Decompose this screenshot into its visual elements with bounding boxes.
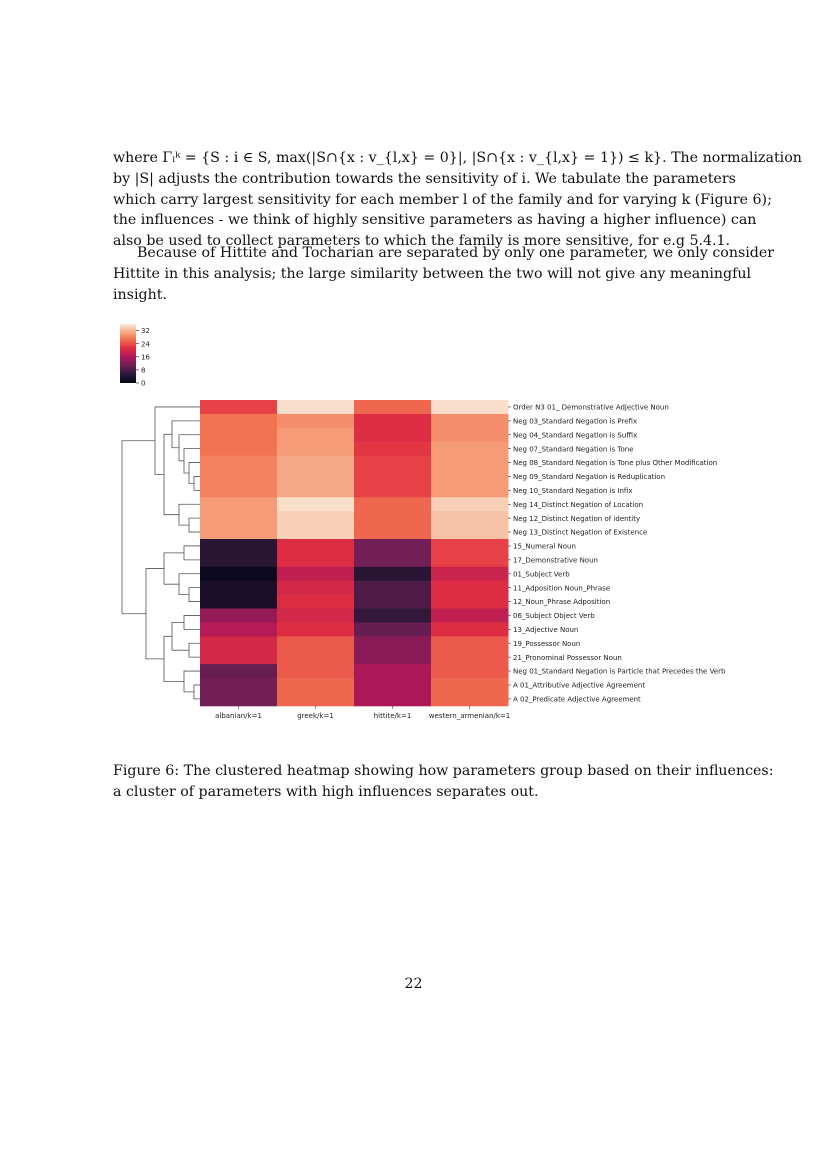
row-label: Neg 13_Distinct Negation of Existence — [513, 528, 648, 537]
row-label: A 01_Attributive Adjective Agreement — [513, 681, 646, 690]
row-label: Neg 14_Distinct Negation of Location — [513, 500, 644, 509]
row-label: Neg 12_Distinct Negation of identity — [513, 514, 641, 523]
heatmap-cell — [200, 442, 278, 456]
dendrogram-link — [189, 463, 200, 484]
dendrogram-link — [122, 441, 155, 614]
row-label: 15_Numeral Noun — [513, 542, 576, 551]
heatmap-cell — [431, 622, 509, 636]
heatmap-cell — [431, 678, 509, 692]
row-label: 13_Adjective Noun — [513, 625, 579, 634]
dendrogram-link — [164, 434, 179, 514]
row-label: 01_Subject Verb — [513, 570, 570, 579]
heatmap-cell — [277, 511, 355, 525]
row-label: Order N3 01_ Demonstrative Adjective Noun — [513, 403, 669, 412]
dendrogram-link — [189, 588, 200, 602]
heatmap-cell — [277, 567, 355, 581]
heatmap-cell — [200, 539, 278, 553]
row-label: 06_Subject Object Verb — [513, 612, 595, 621]
text-line: which carry largest sensitivity for each member l of the family and for varying k (Figure 6); — [113, 191, 772, 208]
row-label: 17_Demonstrative Noun — [513, 556, 598, 565]
colorbar-tick-label: 24 — [141, 340, 150, 349]
heatmap-cell — [431, 470, 509, 484]
heatmap-cell — [354, 483, 432, 497]
heatmap-cell — [200, 511, 278, 525]
heatmap-cell — [200, 428, 278, 442]
column-label: greek/k=1 — [297, 711, 334, 720]
row-label: Neg 03_Standard Negation is Prefix — [513, 417, 638, 426]
heatmap-cell — [200, 414, 278, 428]
heatmap-cell — [277, 678, 355, 692]
heatmap-cell — [200, 595, 278, 609]
dendrogram-link — [164, 636, 184, 681]
heatmap-cell — [431, 456, 509, 470]
text-line: Because of Hittite and Tocharian are separated by only one parameter, we only consider — [137, 245, 775, 261]
heatmap-cell — [431, 497, 509, 511]
heatmap-cell — [354, 497, 432, 511]
heatmap-cell — [200, 553, 278, 567]
dendrogram-link — [189, 643, 200, 657]
heatmap-cell — [200, 525, 278, 539]
row-label: 21_Pronominal Possessor Noun — [513, 653, 622, 662]
text-line: the influences - we think of highly sensitive parameters as having a higher influence) can — [113, 212, 757, 229]
text-line: also be used to collect parameters to which the family is more sensitive, for e.g 5.4.1. — [113, 233, 731, 250]
caption-line: a cluster of parameters with high influences separates out. — [113, 783, 539, 800]
heatmap-cell — [277, 414, 355, 428]
heatmap-cell — [431, 483, 509, 497]
column-label: western_armenian/k=1 — [428, 711, 511, 720]
text-line: where Γᵢᵏ = {S : i ∈ S, max(|S∩{x : v_{l,x} = 0}|, |S∩{x : v_{l,x} = 1}) ≤ k}. The normalization — [113, 150, 802, 166]
heatmap-cell — [277, 428, 355, 442]
dendrogram-link — [194, 476, 200, 490]
dendrogram-link — [179, 504, 200, 525]
text-line: by |S| adjusts the contribution towards the sensitivity of i. We tabulate the parameters — [113, 170, 736, 187]
heatmap-cell — [354, 664, 432, 678]
row-label: Neg 08_Standard Negation is Tone plus Other Modification — [513, 459, 718, 468]
heatmap-cell — [200, 650, 278, 664]
heatmap-cell — [431, 442, 509, 456]
dendrogram-link — [184, 671, 200, 692]
heatmap-cell — [431, 636, 509, 650]
colorbar-tick-label: 32 — [141, 327, 150, 336]
colorbar — [120, 324, 136, 383]
heatmap-cell — [200, 567, 278, 581]
dendrogram-link — [172, 622, 189, 650]
column-label: albanian/k=1 — [215, 711, 262, 720]
dendrogram-link — [194, 685, 200, 699]
dendrogram-link — [146, 569, 164, 659]
heatmap-cell — [200, 456, 278, 470]
dendrogram-link — [155, 407, 200, 475]
heatmap-cell — [431, 414, 509, 428]
heatmap-cell — [354, 567, 432, 581]
text-line: Hittite in this analysis; the large similarity between the two will not give any meaningful — [113, 265, 752, 282]
heatmap-cell — [354, 595, 432, 609]
heatmap-cell — [277, 442, 355, 456]
heatmap-cell — [277, 483, 355, 497]
heatmap-cell — [354, 428, 432, 442]
heatmap-cell — [431, 664, 509, 678]
heatmap-cell — [354, 650, 432, 664]
dendrogram-link — [184, 546, 200, 560]
heatmap-cell — [277, 692, 355, 706]
heatmap-cell — [354, 511, 432, 525]
heatmap-cell — [354, 636, 432, 650]
heatmap-cell — [200, 400, 278, 414]
column-label: hittite/k=1 — [373, 711, 412, 720]
heatmap-cell — [354, 414, 432, 428]
heatmap-cell — [354, 525, 432, 539]
page-number: 22 — [404, 976, 423, 992]
colorbar-tick-label: 8 — [141, 366, 146, 375]
dendrogram-link — [179, 435, 200, 461]
row-label: Neg 07_Standard Negation is Tone — [513, 445, 634, 454]
paragraph-hittite — [113, 243, 775, 305]
row-label: 11_Adposition Noun_Phrase — [513, 584, 611, 593]
heatmap-cell — [277, 664, 355, 678]
heatmap-cell — [354, 678, 432, 692]
heatmap-cell — [431, 525, 509, 539]
heatmap-cell — [200, 609, 278, 623]
heatmap-cell — [200, 470, 278, 484]
dendrogram-link — [164, 553, 184, 584]
heatmap-cell — [277, 636, 355, 650]
heatmap-cell — [200, 483, 278, 497]
heatmap-cell — [431, 567, 509, 581]
heatmap-cell — [200, 497, 278, 511]
heatmap-cell — [354, 442, 432, 456]
row-label: Neg 09_Standard Negation is Reduplication — [513, 473, 666, 482]
colorbar-tick-label: 0 — [141, 379, 146, 388]
heatmap-cell — [200, 692, 278, 706]
heatmap-cell — [200, 636, 278, 650]
text-line: insight. — [113, 286, 167, 303]
heatmap-cell — [200, 678, 278, 692]
heatmap-cell — [431, 400, 509, 414]
dendrogram-link — [179, 574, 200, 595]
row-label: 12_Noun_Phrase Adposition — [513, 598, 611, 607]
heatmap-cell — [354, 470, 432, 484]
heatmap-cell — [277, 525, 355, 539]
dendrogram-link — [189, 518, 200, 532]
dendrogram-link — [172, 421, 200, 448]
clustered-heatmap-figure — [110, 318, 730, 738]
dendrogram-link — [184, 449, 200, 473]
heatmap-cell — [200, 581, 278, 595]
heatmap-cell — [277, 595, 355, 609]
heatmap-cell — [431, 539, 509, 553]
heatmap-cell — [354, 456, 432, 470]
caption-line: Figure 6: The clustered heatmap showing how parameters group based on their influences: — [113, 763, 774, 779]
colorbar-tick-label: 16 — [141, 353, 150, 362]
heatmap-cell — [354, 609, 432, 623]
heatmap-cell — [354, 400, 432, 414]
heatmap-cell — [277, 497, 355, 511]
heatmap-cell — [277, 581, 355, 595]
heatmap-cell — [354, 539, 432, 553]
heatmap-cell — [354, 553, 432, 567]
heatmap-cell — [277, 456, 355, 470]
heatmap-cell — [431, 511, 509, 525]
heatmap-cell — [431, 692, 509, 706]
row-label: 19_Possessor Noun — [513, 639, 581, 648]
heatmap-cell — [277, 553, 355, 567]
heatmap-cell — [431, 428, 509, 442]
heatmap-cell — [354, 692, 432, 706]
row-label: Neg 10_Standard Negation is Infix — [513, 486, 633, 495]
heatmap-cell — [200, 622, 278, 636]
heatmap-cell — [277, 622, 355, 636]
heatmap-cell — [277, 400, 355, 414]
dendrogram-link — [184, 615, 200, 629]
heatmap-cell — [277, 470, 355, 484]
row-label: Neg 04_Standard Negation is Suffix — [513, 431, 638, 440]
heatmap-cell — [354, 581, 432, 595]
paragraph-sensitivity — [113, 148, 802, 252]
heatmap-cell — [431, 595, 509, 609]
heatmap-cell — [431, 609, 509, 623]
heatmap-cell — [277, 539, 355, 553]
figure-caption — [113, 761, 774, 803]
heatmap-cell — [354, 622, 432, 636]
heatmap-cell — [200, 664, 278, 678]
heatmap-cell — [277, 650, 355, 664]
heatmap-cell — [431, 650, 509, 664]
row-label: A 02_Predicate Adjective Agreement — [513, 695, 641, 704]
heatmap-cell — [277, 609, 355, 623]
row-label: Neg 01_Standard Negation is Particle that Precedes the Verb — [513, 667, 726, 676]
heatmap-cell — [431, 581, 509, 595]
heatmap-cell — [431, 553, 509, 567]
